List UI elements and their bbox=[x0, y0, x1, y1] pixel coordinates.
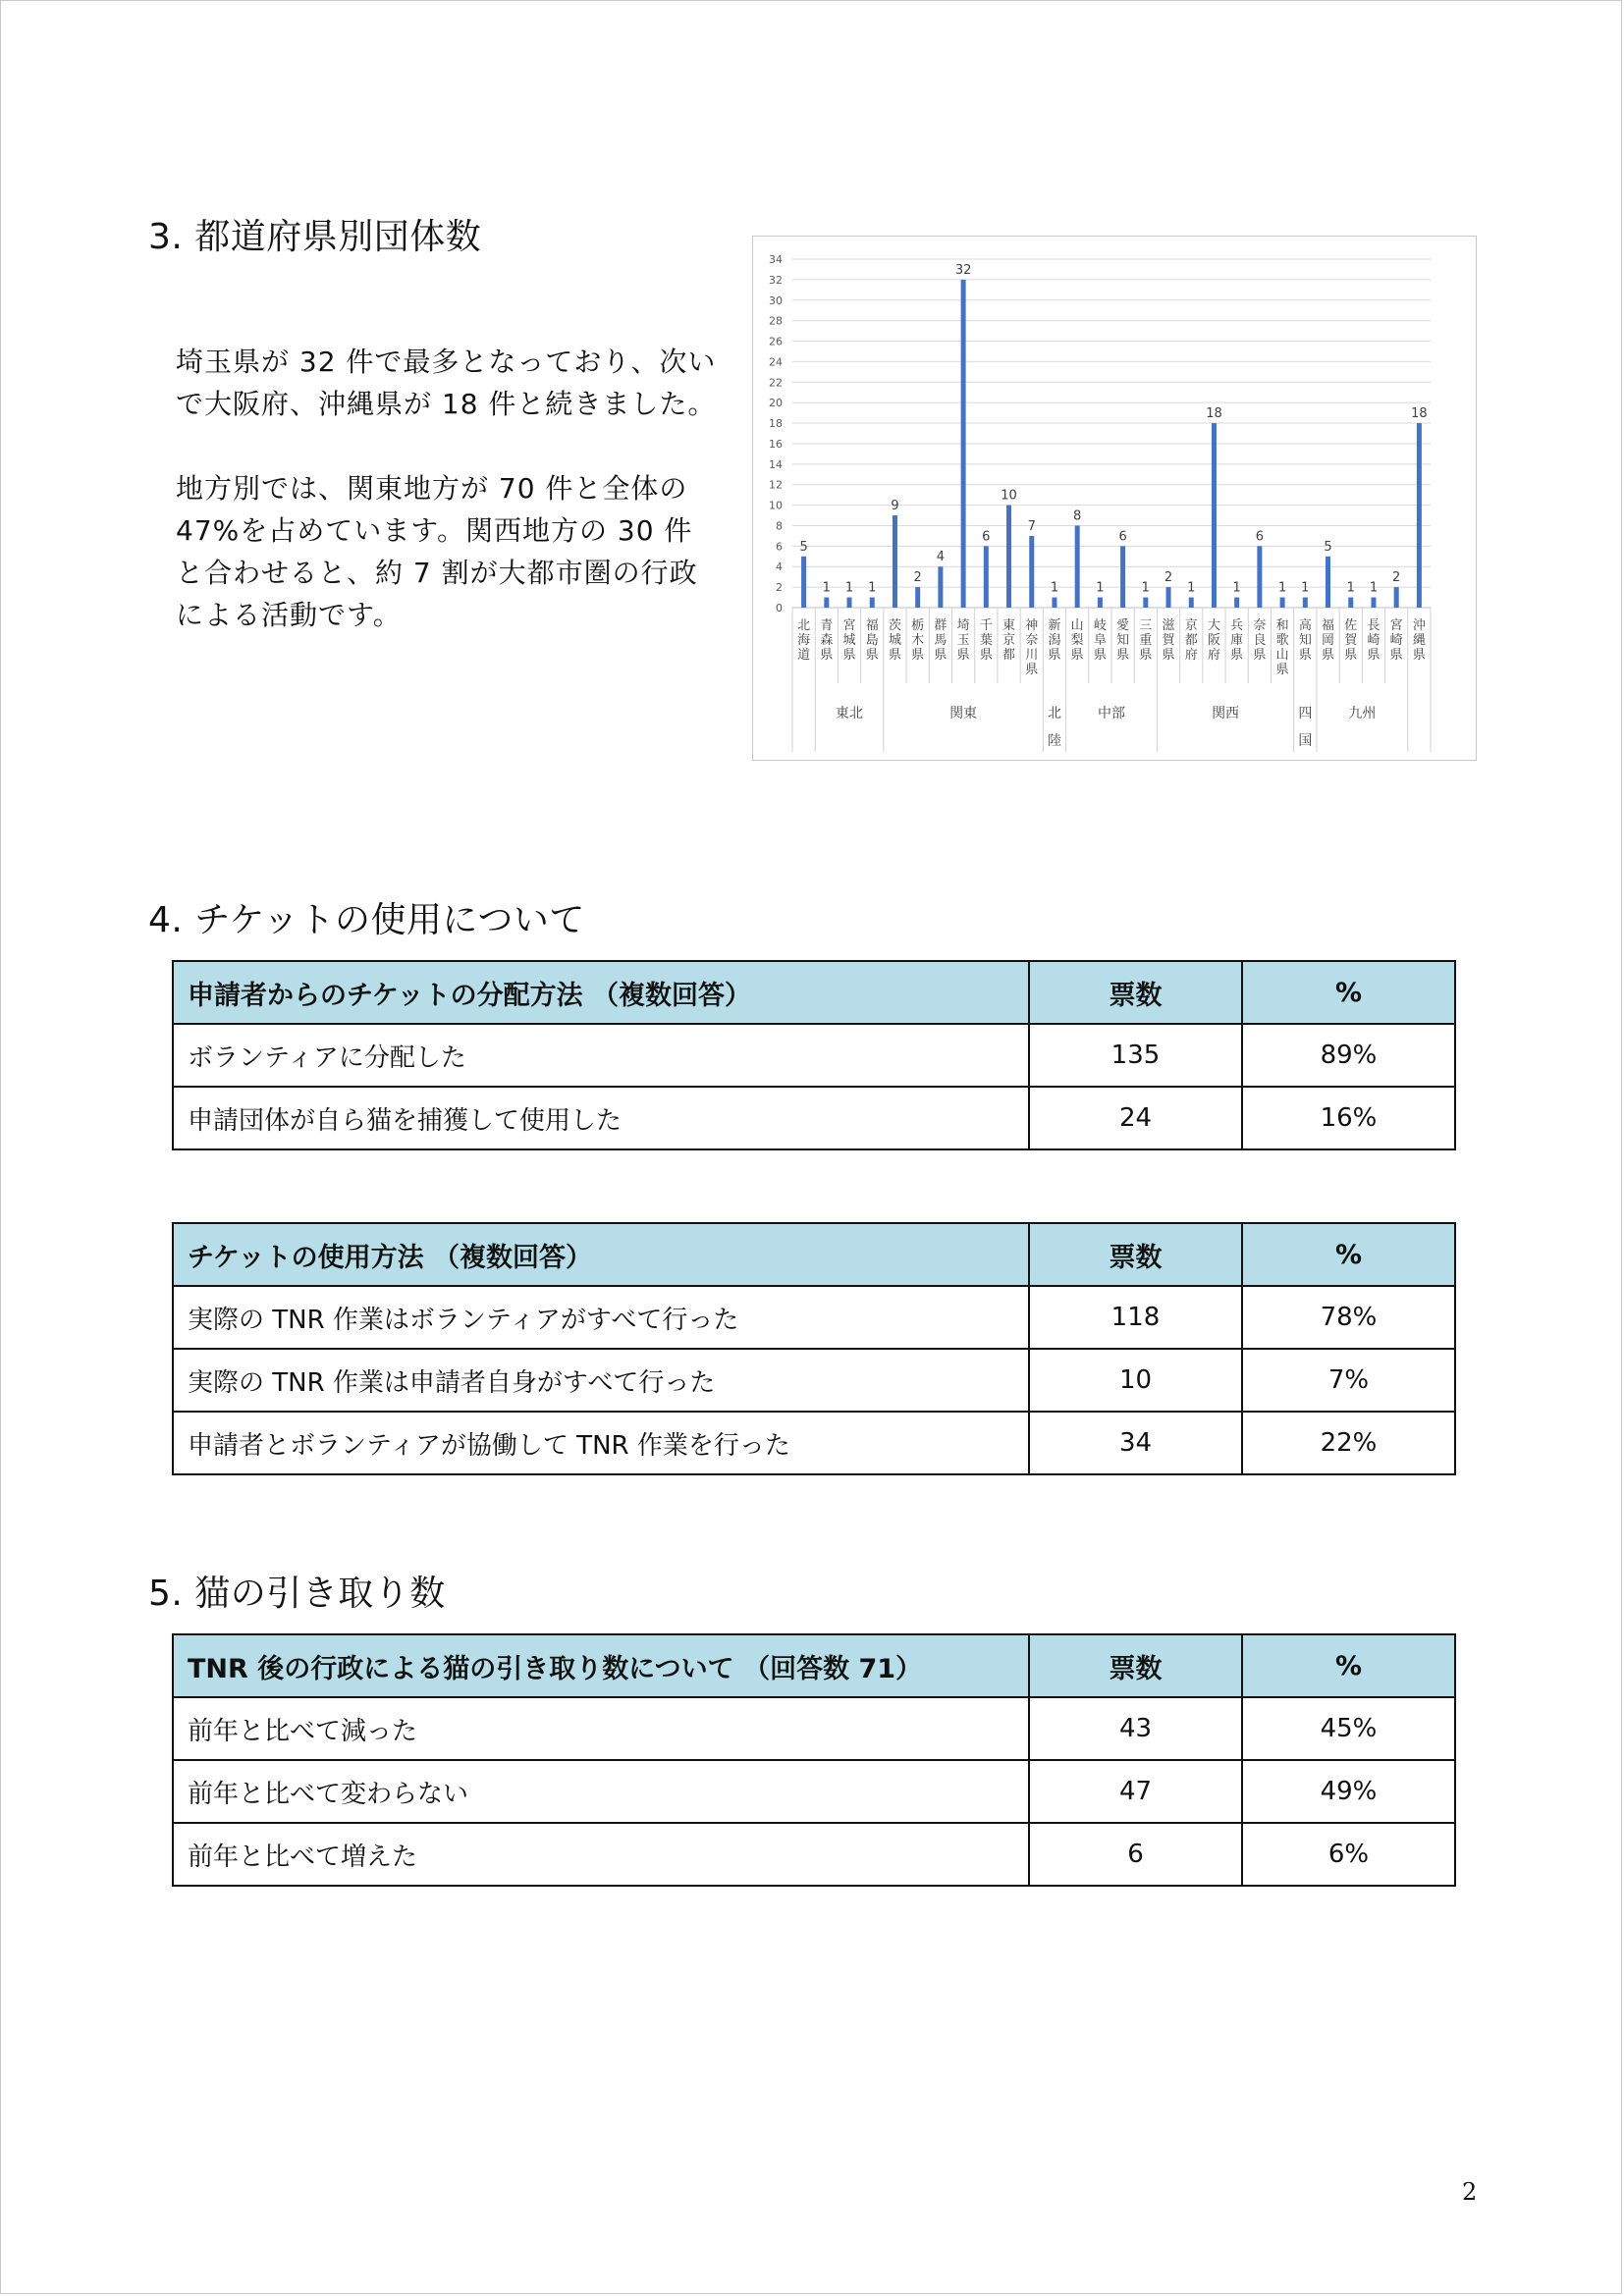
row-label: 前年と比べて増えた bbox=[173, 1823, 1029, 1886]
bar bbox=[824, 598, 829, 608]
category-label: 佐賀県 bbox=[1344, 618, 1358, 663]
category-label: 沖縄県 bbox=[1412, 618, 1426, 663]
category-label: 神奈川県 bbox=[1025, 618, 1039, 677]
cat-intake-table bbox=[172, 1633, 1456, 1887]
chart-svg bbox=[753, 237, 1476, 760]
paragraph-line: 埼玉県が 32 件で最多となっており、次い bbox=[176, 346, 717, 378]
data-label: 1 bbox=[1277, 580, 1287, 596]
bar bbox=[1348, 598, 1353, 608]
group-label: 関西 bbox=[1212, 706, 1240, 721]
table-header-row bbox=[173, 1634, 1455, 1697]
y-tick-label: 0 bbox=[776, 602, 783, 614]
y-tick-label: 34 bbox=[769, 253, 783, 266]
column-header-percent: % bbox=[1242, 961, 1455, 1024]
row-label: 前年と比べて減った bbox=[173, 1697, 1029, 1760]
section3-paragraph-2 bbox=[176, 467, 698, 636]
data-label: 10 bbox=[1001, 488, 1017, 504]
category-label: 青森県 bbox=[820, 618, 834, 663]
data-label: 18 bbox=[1411, 406, 1428, 422]
y-tick-label: 10 bbox=[769, 499, 783, 512]
category-label: 千葉県 bbox=[979, 618, 993, 663]
data-label: 18 bbox=[1206, 406, 1222, 422]
row-votes: 118 bbox=[1029, 1286, 1242, 1349]
bar bbox=[1166, 587, 1171, 608]
column-header-votes: 票数 bbox=[1029, 961, 1242, 1024]
group-label: 東北 bbox=[836, 706, 864, 721]
table-header-row bbox=[173, 1223, 1455, 1286]
data-label: 1 bbox=[1141, 580, 1150, 596]
category-label: 宮城県 bbox=[842, 618, 856, 663]
data-label: 1 bbox=[868, 580, 877, 596]
paragraph-line: と合わせると、約 7 割が大都市圏の行政 bbox=[176, 557, 698, 589]
bar bbox=[984, 546, 989, 608]
bar bbox=[1303, 598, 1308, 608]
row-percent: 49% bbox=[1242, 1760, 1455, 1823]
y-tick-label: 24 bbox=[769, 355, 783, 369]
bar bbox=[1029, 536, 1034, 608]
row-label: 申請者とボランティアが協働して TNR 作業を行った bbox=[173, 1412, 1029, 1474]
category-label: 東京都 bbox=[1002, 618, 1016, 663]
row-label: 申請団体が自ら猫を捕獲して使用した bbox=[173, 1087, 1029, 1149]
ticket-distribution-table bbox=[172, 960, 1456, 1150]
y-tick-label: 2 bbox=[776, 581, 783, 595]
category-label: 福岡県 bbox=[1322, 618, 1335, 663]
row-label: 前年と比べて変わらない bbox=[173, 1760, 1029, 1823]
section4-heading: 4. チケットの使用について bbox=[148, 900, 585, 940]
y-tick-label: 6 bbox=[776, 540, 783, 554]
data-label: 1 bbox=[1050, 580, 1059, 596]
data-label: 6 bbox=[1118, 529, 1127, 545]
table-row bbox=[173, 1286, 1455, 1349]
group-label: 中部 bbox=[1098, 706, 1125, 721]
category-label: 埼玉県 bbox=[956, 618, 970, 663]
bar bbox=[1326, 557, 1330, 608]
data-label: 32 bbox=[954, 262, 972, 278]
y-tick-label: 8 bbox=[776, 519, 783, 533]
table-header-row bbox=[173, 961, 1455, 1024]
row-percent: 6% bbox=[1242, 1823, 1455, 1886]
column-header-question: 申請者からのチケットの分配方法 （複数回答） bbox=[173, 961, 1029, 1024]
bar bbox=[938, 566, 943, 608]
category-label: 兵庫県 bbox=[1230, 618, 1244, 663]
category-label: 滋賀県 bbox=[1162, 618, 1175, 663]
category-label: 大阪府 bbox=[1207, 618, 1220, 663]
data-label: 2 bbox=[913, 570, 922, 586]
category-label: 山梨県 bbox=[1070, 618, 1084, 663]
data-label: 2 bbox=[1164, 570, 1173, 586]
category-label: 群馬県 bbox=[934, 618, 947, 663]
row-label: 実際の TNR 作業は申請者自身がすべて行った bbox=[173, 1349, 1029, 1412]
column-header-percent: % bbox=[1242, 1223, 1455, 1286]
category-label: 京都府 bbox=[1184, 618, 1198, 663]
y-tick-label: 12 bbox=[769, 478, 783, 492]
y-tick-label: 4 bbox=[776, 561, 783, 574]
data-label: 1 bbox=[1232, 580, 1241, 596]
data-label: 9 bbox=[891, 499, 899, 514]
row-votes: 6 bbox=[1029, 1823, 1242, 1886]
data-label: 1 bbox=[1301, 580, 1310, 596]
data-label: 1 bbox=[1369, 580, 1379, 596]
group-label: 北陸 bbox=[1047, 706, 1061, 749]
bar bbox=[1075, 525, 1080, 608]
category-label: 岐阜県 bbox=[1093, 618, 1107, 663]
bar bbox=[1280, 598, 1285, 608]
y-tick-label: 14 bbox=[769, 457, 783, 471]
category-label: 宮崎県 bbox=[1389, 618, 1403, 663]
table-row bbox=[173, 1697, 1455, 1760]
table-row bbox=[173, 1024, 1455, 1087]
data-label: 5 bbox=[799, 539, 808, 555]
page-number: 2 bbox=[1462, 2178, 1478, 2206]
table-row bbox=[173, 1823, 1455, 1886]
y-tick-label: 16 bbox=[769, 437, 783, 451]
row-votes: 135 bbox=[1029, 1024, 1242, 1087]
y-tick-label: 20 bbox=[769, 397, 783, 410]
data-label: 6 bbox=[1255, 529, 1265, 545]
bar bbox=[915, 587, 920, 608]
row-percent: 89% bbox=[1242, 1024, 1455, 1087]
data-label: 6 bbox=[982, 529, 991, 545]
bar bbox=[961, 280, 966, 608]
bar bbox=[1052, 598, 1056, 608]
category-label: 茨城県 bbox=[888, 618, 901, 663]
bar bbox=[1394, 587, 1399, 608]
category-label: 高知県 bbox=[1298, 618, 1312, 663]
row-percent: 7% bbox=[1242, 1349, 1455, 1412]
bar bbox=[1212, 423, 1217, 608]
y-tick-label: 32 bbox=[769, 273, 783, 287]
y-tick-label: 18 bbox=[769, 417, 783, 431]
paragraph-line: による活動です。 bbox=[176, 599, 402, 631]
prefecture-bar-chart bbox=[752, 236, 1477, 761]
category-label: 新潟県 bbox=[1048, 618, 1061, 663]
row-votes: 43 bbox=[1029, 1697, 1242, 1760]
bar bbox=[1189, 598, 1194, 608]
group-label: 四国 bbox=[1298, 706, 1313, 749]
bar bbox=[893, 515, 897, 608]
data-label: 2 bbox=[1392, 570, 1401, 586]
y-tick-label: 22 bbox=[769, 376, 783, 390]
bar bbox=[1371, 598, 1376, 608]
bar bbox=[1234, 598, 1239, 608]
bar bbox=[1417, 423, 1422, 608]
column-header-votes: 票数 bbox=[1029, 1634, 1242, 1697]
table-row bbox=[173, 1412, 1455, 1474]
row-votes: 24 bbox=[1029, 1087, 1242, 1149]
section5-heading: 5. 猫の引き取り数 bbox=[148, 1574, 446, 1614]
data-label: 1 bbox=[822, 580, 831, 596]
category-label: 栃木県 bbox=[911, 618, 925, 663]
data-label: 1 bbox=[844, 580, 854, 596]
category-label: 長崎県 bbox=[1367, 618, 1380, 663]
y-tick-label: 30 bbox=[769, 294, 783, 307]
data-label: 4 bbox=[936, 550, 946, 565]
group-label: 関東 bbox=[949, 706, 978, 721]
row-votes: 10 bbox=[1029, 1349, 1242, 1412]
column-header-question: TNR 後の行政による猫の引き取り数について （回答数 71） bbox=[173, 1634, 1029, 1697]
data-label: 7 bbox=[1027, 518, 1036, 534]
bar bbox=[801, 557, 806, 608]
row-label: ボランティアに分配した bbox=[173, 1024, 1029, 1087]
bar bbox=[1143, 598, 1148, 608]
row-percent: 22% bbox=[1242, 1412, 1455, 1474]
row-votes: 47 bbox=[1029, 1760, 1242, 1823]
row-votes: 34 bbox=[1029, 1412, 1242, 1474]
paragraph-line: で大阪府、沖縄県が 18 件と続きました。 bbox=[176, 388, 717, 420]
row-percent: 78% bbox=[1242, 1286, 1455, 1349]
bar bbox=[870, 598, 875, 608]
category-label: 和歌山県 bbox=[1275, 618, 1289, 677]
row-label: 実際の TNR 作業はボランティアがすべて行った bbox=[173, 1286, 1029, 1349]
data-label: 1 bbox=[1187, 580, 1196, 596]
group-label: 九州 bbox=[1348, 706, 1377, 721]
row-percent: 16% bbox=[1242, 1087, 1455, 1149]
category-label: 北海道 bbox=[797, 618, 811, 663]
table-row bbox=[173, 1349, 1455, 1412]
data-label: 5 bbox=[1324, 539, 1332, 555]
category-label: 愛知県 bbox=[1116, 618, 1130, 663]
bar bbox=[1098, 598, 1103, 608]
paragraph-line: 地方別では、関東地方が 70 件と全体の bbox=[176, 472, 688, 505]
data-label: 1 bbox=[1096, 580, 1105, 596]
category-label: 奈良県 bbox=[1253, 618, 1267, 663]
data-label: 1 bbox=[1346, 580, 1355, 596]
paragraph-line: 47%を占めています。関西地方の 30 件 bbox=[176, 514, 693, 547]
ticket-usage-table bbox=[172, 1222, 1456, 1475]
row-percent: 45% bbox=[1242, 1697, 1455, 1760]
bar bbox=[1257, 546, 1262, 608]
bar bbox=[847, 598, 852, 608]
data-label: 8 bbox=[1073, 508, 1082, 524]
table-row bbox=[173, 1760, 1455, 1823]
bar bbox=[1120, 546, 1125, 608]
column-header-votes: 票数 bbox=[1029, 1223, 1242, 1286]
bar bbox=[1006, 506, 1011, 608]
section3-heading: 3. 都道府県別団体数 bbox=[148, 217, 482, 257]
y-tick-label: 26 bbox=[769, 335, 783, 348]
category-label: 三重県 bbox=[1139, 618, 1153, 663]
y-tick-label: 28 bbox=[769, 314, 783, 328]
category-label: 福島県 bbox=[865, 618, 879, 663]
column-header-percent: % bbox=[1242, 1634, 1455, 1697]
column-header-question: チケットの使用方法 （複数回答） bbox=[173, 1223, 1029, 1286]
table-row bbox=[173, 1087, 1455, 1149]
section3-paragraph-1 bbox=[176, 341, 716, 425]
